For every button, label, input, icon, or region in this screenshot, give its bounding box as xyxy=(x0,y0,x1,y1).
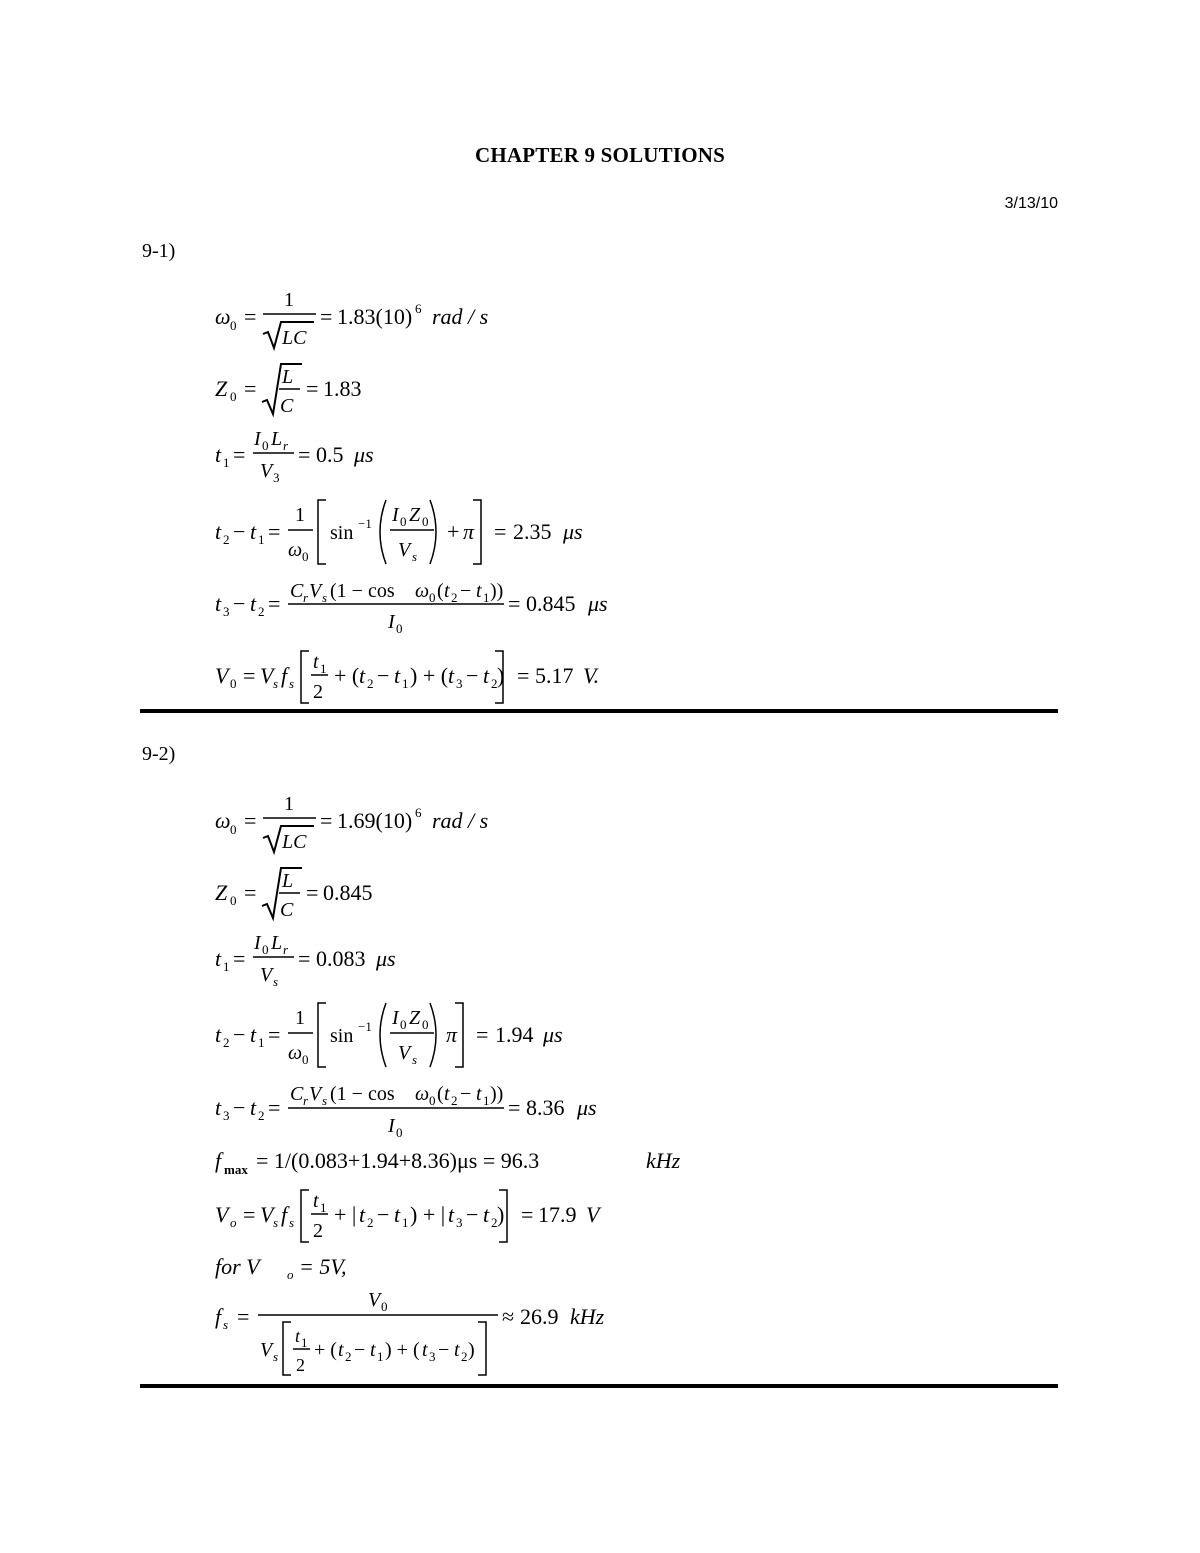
svg-text:0: 0 xyxy=(302,1052,309,1067)
page-title: CHAPTER 9 SOLUTIONS xyxy=(474,143,726,167)
svg-text:=: = xyxy=(521,1202,534,1227)
svg-text:s: s xyxy=(289,1215,295,1230)
svg-text:V: V xyxy=(260,460,273,482)
svg-text:=: = xyxy=(306,880,319,905)
svg-text:=: = xyxy=(476,1022,489,1047)
svg-text:1: 1 xyxy=(483,590,490,605)
svg-text:)): )) xyxy=(490,1083,504,1105)
svg-text:r: r xyxy=(303,590,309,605)
svg-text:s: s xyxy=(273,1349,279,1364)
svg-text:= 1/(0.083+1.94+8.36)μs = 96.3: = 1/(0.083+1.94+8.36)μs = 96.3 xyxy=(256,1148,540,1173)
svg-text:t: t xyxy=(476,580,482,602)
svg-text:0: 0 xyxy=(429,590,436,605)
svg-text:V: V xyxy=(586,1202,600,1227)
svg-text:for V: for V xyxy=(215,1254,260,1279)
svg-text:0: 0 xyxy=(230,676,237,691)
svg-text:=: = xyxy=(517,663,530,688)
section-divider-bottom xyxy=(140,1384,1058,1388)
svg-text:+ (: + ( xyxy=(314,1339,337,1361)
svg-text:t: t xyxy=(476,1083,482,1105)
svg-text:=: = xyxy=(244,808,257,833)
svg-text:=: = xyxy=(237,1304,250,1329)
svg-text:f: f xyxy=(281,1202,288,1227)
svg-text:+: + xyxy=(447,519,460,544)
svg-text:t: t xyxy=(359,663,366,688)
svg-text:=: = xyxy=(298,946,311,971)
svg-text:0: 0 xyxy=(302,549,309,564)
svg-text:3: 3 xyxy=(273,470,280,485)
svg-text:=: = xyxy=(494,519,507,544)
svg-text:L: L xyxy=(271,932,283,954)
svg-text:1: 1 xyxy=(258,532,265,547)
svg-text:s: s xyxy=(322,590,328,605)
svg-text:1: 1 xyxy=(295,1007,305,1029)
svg-text:I: I xyxy=(388,611,395,633)
svg-text:t: t xyxy=(295,1326,301,1346)
svg-text:V: V xyxy=(309,580,322,602)
svg-text:t: t xyxy=(454,1339,460,1361)
svg-text:f: f xyxy=(281,663,288,688)
svg-text:t: t xyxy=(215,519,222,544)
svg-text:): ) xyxy=(497,1202,505,1227)
svg-text:=: = xyxy=(233,442,246,467)
svg-text:6: 6 xyxy=(415,805,422,820)
svg-text:1: 1 xyxy=(402,1215,409,1230)
svg-text:π: π xyxy=(446,1022,458,1047)
svg-text:s: s xyxy=(412,1052,418,1067)
svg-text:−: − xyxy=(460,1083,472,1105)
svg-text:1: 1 xyxy=(301,1335,308,1350)
svg-text:s: s xyxy=(273,1215,279,1230)
svg-text:s: s xyxy=(273,974,279,989)
svg-text:I: I xyxy=(388,1115,395,1137)
svg-text:0.5: 0.5 xyxy=(316,442,344,467)
svg-text:t: t xyxy=(250,591,257,616)
svg-text:μs: μs xyxy=(563,519,583,544)
svg-text:f: f xyxy=(215,1304,222,1329)
svg-text:0: 0 xyxy=(262,438,269,453)
svg-text:I: I xyxy=(392,1007,399,1029)
svg-text:t: t xyxy=(250,1022,257,1047)
svg-text:1: 1 xyxy=(483,1093,490,1108)
equation-omega0 xyxy=(215,793,488,853)
svg-text:(1 − cos: (1 − cos xyxy=(330,580,395,602)
svg-text:s: s xyxy=(412,549,418,564)
svg-text:−: − xyxy=(377,663,390,688)
svg-text:V: V xyxy=(368,1289,381,1311)
svg-text:1: 1 xyxy=(223,959,230,974)
svg-text:2: 2 xyxy=(451,1093,458,1108)
svg-text:C: C xyxy=(280,899,294,921)
svg-text:−: − xyxy=(233,1022,246,1047)
svg-text:1.69(10): 1.69(10) xyxy=(337,808,413,833)
svg-text:μs: μs xyxy=(588,591,608,616)
svg-text:0.845: 0.845 xyxy=(526,591,576,616)
svg-text:L: L xyxy=(282,870,294,892)
svg-text:1: 1 xyxy=(402,676,409,691)
svg-text:1: 1 xyxy=(258,1035,265,1050)
svg-text:ω: ω xyxy=(415,1083,430,1105)
svg-text:t: t xyxy=(444,1083,450,1105)
svg-text:0: 0 xyxy=(396,1125,403,1140)
svg-text:V: V xyxy=(215,1202,229,1227)
svg-text:0: 0 xyxy=(230,822,237,837)
svg-text:=: = xyxy=(244,376,257,401)
equation-fs xyxy=(215,1289,605,1375)
svg-text:LC: LC xyxy=(282,831,307,853)
svg-text:C: C xyxy=(290,1083,304,1105)
svg-text:Z: Z xyxy=(409,504,421,526)
svg-text:Z: Z xyxy=(215,376,228,401)
svg-text:−: − xyxy=(354,1339,366,1361)
svg-text:s: s xyxy=(289,676,295,691)
svg-text:−1: −1 xyxy=(358,1019,372,1034)
svg-text:2: 2 xyxy=(258,604,265,619)
svg-text:t: t xyxy=(422,1339,428,1361)
equation-condition xyxy=(215,1254,346,1282)
svg-text:r: r xyxy=(283,942,289,957)
svg-text:) + (: ) + ( xyxy=(410,663,449,688)
svg-text:π: π xyxy=(463,519,475,544)
svg-text:V: V xyxy=(309,1083,322,1105)
svg-text:1.83(10): 1.83(10) xyxy=(337,304,413,329)
svg-text:2: 2 xyxy=(313,681,323,703)
svg-text:s: s xyxy=(322,1093,328,1108)
svg-text:−: − xyxy=(460,580,472,602)
svg-text:0: 0 xyxy=(381,1299,388,1314)
svg-text:μs: μs xyxy=(577,1095,597,1120)
svg-text:26.9: 26.9 xyxy=(520,1304,559,1329)
svg-text:0: 0 xyxy=(262,942,269,957)
svg-text:μs: μs xyxy=(376,946,396,971)
svg-text:1: 1 xyxy=(223,455,230,470)
svg-text:2: 2 xyxy=(223,532,230,547)
svg-text:t: t xyxy=(215,1095,222,1120)
svg-text:0: 0 xyxy=(400,514,407,529)
svg-text:2: 2 xyxy=(345,1349,352,1364)
svg-text:6: 6 xyxy=(415,301,422,316)
svg-text:17.9: 17.9 xyxy=(538,1202,577,1227)
svg-text:2: 2 xyxy=(223,1035,230,1050)
svg-text:V: V xyxy=(398,539,411,561)
svg-text:0: 0 xyxy=(422,1017,429,1032)
svg-text:s: s xyxy=(273,676,279,691)
svg-text:C: C xyxy=(290,580,304,602)
svg-text:1.83: 1.83 xyxy=(323,376,362,401)
svg-text:1: 1 xyxy=(295,504,305,526)
equation-vo xyxy=(215,1190,602,1242)
svg-text:=: = xyxy=(244,880,257,905)
svg-text:kHz: kHz xyxy=(570,1304,605,1329)
svg-text:max: max xyxy=(224,1162,248,1177)
problem-label-9-2: 9-2) xyxy=(142,743,176,765)
svg-text:ω: ω xyxy=(215,808,231,833)
svg-text:−: − xyxy=(377,1202,390,1227)
svg-text:=: = xyxy=(268,1022,281,1047)
svg-text:1.94: 1.94 xyxy=(495,1022,534,1047)
svg-text:V: V xyxy=(260,663,274,688)
svg-text:t: t xyxy=(215,442,222,467)
svg-text:V: V xyxy=(398,1042,411,1064)
svg-text:V.: V. xyxy=(583,663,600,688)
svg-text:t: t xyxy=(444,580,450,602)
svg-text:rad / s: rad / s xyxy=(432,304,489,329)
svg-text:2: 2 xyxy=(296,1355,305,1375)
svg-text:μs: μs xyxy=(354,442,374,467)
svg-text:LC: LC xyxy=(282,327,307,349)
svg-text:ω: ω xyxy=(215,304,231,329)
svg-text:3: 3 xyxy=(429,1349,436,1364)
svg-text:o: o xyxy=(287,1267,294,1282)
svg-text:t: t xyxy=(215,946,222,971)
svg-text:V: V xyxy=(260,1202,274,1227)
svg-text:kHz: kHz xyxy=(646,1148,681,1173)
svg-text:0: 0 xyxy=(230,318,237,333)
svg-text:−: − xyxy=(233,519,246,544)
svg-text:t: t xyxy=(215,1022,222,1047)
svg-text:V: V xyxy=(215,663,229,688)
svg-text:3: 3 xyxy=(456,676,463,691)
svg-text:V: V xyxy=(260,964,273,986)
svg-text:−: − xyxy=(466,663,479,688)
svg-text:=: = xyxy=(320,304,333,329)
svg-text:0: 0 xyxy=(429,1093,436,1108)
svg-text:−: − xyxy=(233,1095,246,1120)
svg-text:8.36: 8.36 xyxy=(526,1095,565,1120)
svg-text:t: t xyxy=(250,519,257,544)
equation-t1 xyxy=(215,932,396,989)
svg-text:ω: ω xyxy=(415,580,430,602)
svg-text:3: 3 xyxy=(223,604,230,619)
svg-text:I: I xyxy=(392,504,399,526)
svg-text:t: t xyxy=(359,1202,366,1227)
svg-text:t: t xyxy=(250,1095,257,1120)
svg-text:C: C xyxy=(280,395,294,417)
svg-text:=: = xyxy=(508,591,521,616)
svg-text:0.845: 0.845 xyxy=(323,880,373,905)
svg-text:)): )) xyxy=(490,580,504,602)
svg-text:=: = xyxy=(244,304,257,329)
svg-text:0: 0 xyxy=(400,1017,407,1032)
svg-text:5.17: 5.17 xyxy=(535,663,574,688)
svg-text:2.35: 2.35 xyxy=(513,519,552,544)
equation-z0 xyxy=(215,868,373,921)
svg-text:rad / s: rad / s xyxy=(432,808,489,833)
svg-text:2: 2 xyxy=(491,676,498,691)
svg-text:μs: μs xyxy=(543,1022,563,1047)
svg-text:(: ( xyxy=(437,1083,444,1105)
svg-text:t: t xyxy=(338,1339,344,1361)
svg-text:=: = xyxy=(243,1202,256,1227)
svg-text:t: t xyxy=(313,1190,319,1212)
svg-text:1: 1 xyxy=(320,661,327,676)
svg-text:sin: sin xyxy=(330,1025,354,1047)
svg-text:t: t xyxy=(483,1202,490,1227)
svg-text:≈: ≈ xyxy=(502,1304,515,1329)
svg-text:t: t xyxy=(313,651,319,673)
svg-text:V: V xyxy=(260,1339,273,1361)
svg-text:= 5V,: = 5V, xyxy=(299,1254,347,1279)
svg-text:=: = xyxy=(233,946,246,971)
svg-text:3: 3 xyxy=(456,1215,463,1230)
equation-fmax xyxy=(215,1148,681,1177)
svg-text:2: 2 xyxy=(461,1349,468,1364)
svg-text:0: 0 xyxy=(422,514,429,529)
svg-text:2: 2 xyxy=(367,676,374,691)
svg-text:I: I xyxy=(254,428,261,450)
svg-text:=: = xyxy=(268,1095,281,1120)
svg-text:Z: Z xyxy=(409,1007,421,1029)
svg-text:ω: ω xyxy=(288,539,303,561)
svg-text:): ) xyxy=(497,663,505,688)
svg-text:t: t xyxy=(394,1202,401,1227)
svg-text:r: r xyxy=(303,1093,309,1108)
svg-text:3: 3 xyxy=(223,1108,230,1123)
svg-text:f: f xyxy=(215,1148,222,1173)
svg-text:(: ( xyxy=(437,580,444,602)
svg-text:−: − xyxy=(466,1202,479,1227)
svg-text:): ) xyxy=(468,1339,475,1361)
svg-text:2: 2 xyxy=(313,1220,323,1242)
svg-text:−: − xyxy=(233,591,246,616)
svg-text:2: 2 xyxy=(258,1108,265,1123)
svg-text:(1 − cos: (1 − cos xyxy=(330,1083,395,1105)
svg-text:+ |: + | xyxy=(334,1202,357,1227)
svg-text:t: t xyxy=(448,663,455,688)
svg-text:1: 1 xyxy=(377,1349,384,1364)
svg-text:L: L xyxy=(271,428,283,450)
svg-text:1: 1 xyxy=(284,793,294,815)
svg-text:=: = xyxy=(298,442,311,467)
svg-text:0.083: 0.083 xyxy=(316,946,366,971)
svg-text:0: 0 xyxy=(230,389,237,404)
svg-text:o: o xyxy=(230,1215,237,1230)
svg-text:=: = xyxy=(306,376,319,401)
svg-text:t: t xyxy=(448,1202,455,1227)
svg-text:I: I xyxy=(254,932,261,954)
svg-text:sin: sin xyxy=(330,522,354,544)
svg-text:) + (: ) + ( xyxy=(385,1339,420,1361)
svg-text:−1: −1 xyxy=(358,516,372,531)
svg-text:L: L xyxy=(282,366,294,388)
equation-t2-t1 xyxy=(215,1003,563,1067)
svg-text:1: 1 xyxy=(320,1200,327,1215)
svg-text:t: t xyxy=(215,591,222,616)
svg-text:) + |: ) + | xyxy=(410,1202,446,1227)
svg-text:t: t xyxy=(394,663,401,688)
svg-text:1: 1 xyxy=(284,289,294,311)
equation-t3-t2 xyxy=(215,1083,597,1140)
svg-text:=: = xyxy=(268,591,281,616)
problem-label-9-1: 9-1) xyxy=(142,240,176,262)
document-date: 3/13/10 xyxy=(1004,195,1058,212)
svg-text:0: 0 xyxy=(396,621,403,636)
svg-text:2: 2 xyxy=(491,1215,498,1230)
svg-text:2: 2 xyxy=(367,1215,374,1230)
svg-text:=: = xyxy=(243,663,256,688)
svg-text:=: = xyxy=(268,519,281,544)
svg-text:−: − xyxy=(438,1339,450,1361)
svg-text:=: = xyxy=(320,808,333,833)
svg-text:ω: ω xyxy=(288,1042,303,1064)
svg-text:0: 0 xyxy=(230,893,237,908)
svg-text:2: 2 xyxy=(451,590,458,605)
svg-text:t: t xyxy=(370,1339,376,1361)
svg-text:Z: Z xyxy=(215,880,228,905)
svg-text:+ (: + ( xyxy=(334,663,360,688)
svg-text:r: r xyxy=(283,438,289,453)
svg-text:t: t xyxy=(483,663,490,688)
svg-text:s: s xyxy=(223,1317,229,1332)
svg-text:=: = xyxy=(508,1095,521,1120)
